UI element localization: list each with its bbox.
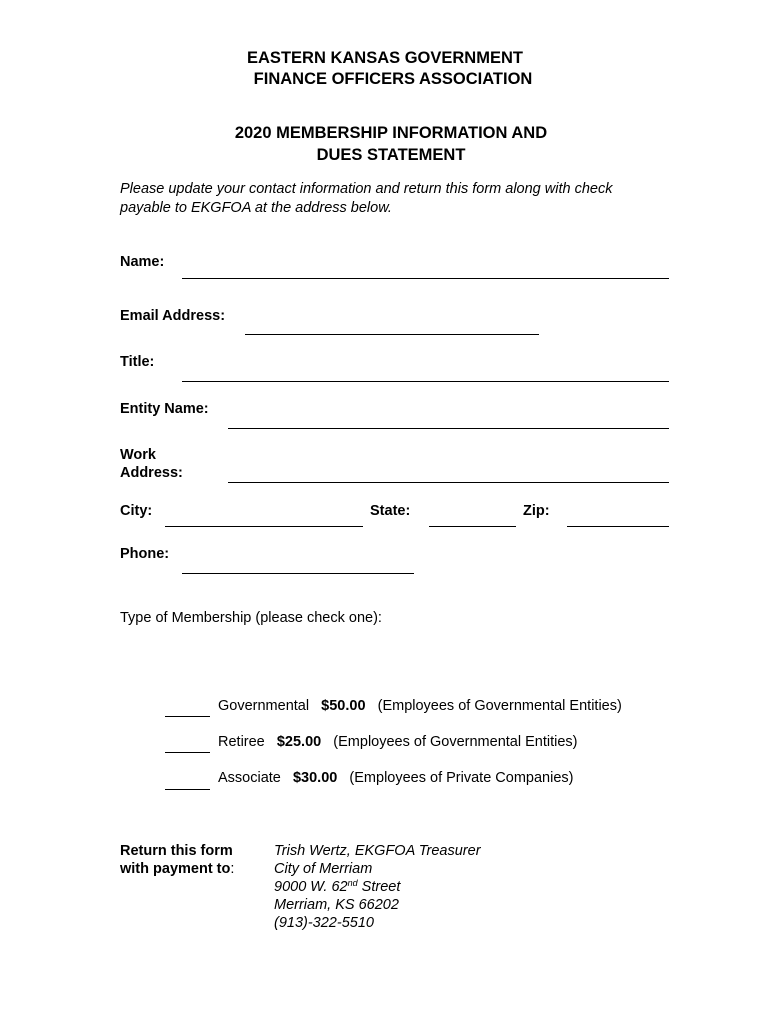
state-field-line[interactable] — [429, 526, 516, 527]
associate-check-blank[interactable] — [165, 789, 210, 790]
entity-name-field-line[interactable] — [228, 428, 669, 429]
work-address-label-line2: Address: — [120, 465, 183, 481]
org-name-line2: FINANCE OFFICERS ASSOCIATION — [253, 70, 533, 88]
return-label-text: with payment to — [120, 861, 231, 877]
membership-type-prompt: Type of Membership (please check one): — [120, 610, 382, 626]
state-label: State: — [370, 503, 411, 519]
org-name-line1: EASTERN KANSAS GOVERNMENT — [247, 49, 523, 67]
membership-option-associate — [218, 770, 573, 786]
option-price: $50.00 — [321, 698, 366, 714]
membership-option-retiree — [218, 734, 577, 750]
name-label: Name: — [120, 254, 165, 270]
option-type: Retiree — [218, 734, 265, 750]
treasurer-phone: (913)-322-5510 — [274, 915, 374, 931]
option-price: $30.00 — [292, 770, 338, 786]
city-label: City: — [120, 503, 153, 519]
street-number: 9000 W. 62 — [274, 879, 348, 895]
instructions-line1: Please update your contact information and return this form along with check — [120, 181, 613, 197]
email-label: Email Address: — [120, 308, 226, 324]
option-type: Associate — [218, 770, 281, 786]
email-field-line[interactable] — [245, 334, 539, 335]
treasurer-street — [274, 879, 400, 895]
form-title-line1: 2020 MEMBERSHIP INFORMATION AND — [234, 124, 548, 142]
option-type: Governmental — [218, 698, 310, 714]
entity-name-label: Entity Name: — [120, 401, 209, 417]
option-note: (Employees of Governmental Entities) — [333, 734, 578, 750]
phone-label: Phone: — [120, 546, 170, 562]
street-name: Street — [357, 879, 401, 895]
option-price: $25.00 — [276, 734, 322, 750]
zip-label: Zip: — [523, 503, 550, 519]
return-label-colon: : — [230, 861, 235, 877]
treasurer-city-state-zip: Merriam, KS 66202 — [274, 897, 399, 913]
phone-field-line[interactable] — [182, 573, 414, 574]
work-address-label-line1: Work — [120, 447, 156, 463]
governmental-check-blank[interactable] — [165, 716, 210, 717]
title-field-line[interactable] — [182, 381, 669, 382]
title-label: Title: — [120, 354, 155, 370]
option-note: (Employees of Private Companies) — [349, 770, 574, 786]
zip-field-line[interactable] — [567, 526, 669, 527]
membership-option-governmental — [218, 698, 622, 714]
treasurer-city: City of Merriam — [274, 861, 373, 877]
city-field-line[interactable] — [165, 526, 363, 527]
treasurer-name: Trish Wertz, EKGFOA Treasurer — [274, 843, 481, 859]
form-title-line2: DUES STATEMENT — [316, 146, 466, 164]
option-note: (Employees of Governmental Entities) — [377, 698, 622, 714]
street-ordinal: nd — [347, 878, 358, 888]
return-label-line1: Return this form — [120, 843, 233, 859]
retiree-check-blank[interactable] — [165, 752, 210, 753]
instructions-line2: payable to EKGFOA at the address below. — [120, 200, 392, 216]
work-address-field-line[interactable] — [228, 482, 669, 483]
return-label-line2 — [120, 861, 234, 877]
name-field-line[interactable] — [182, 278, 669, 279]
